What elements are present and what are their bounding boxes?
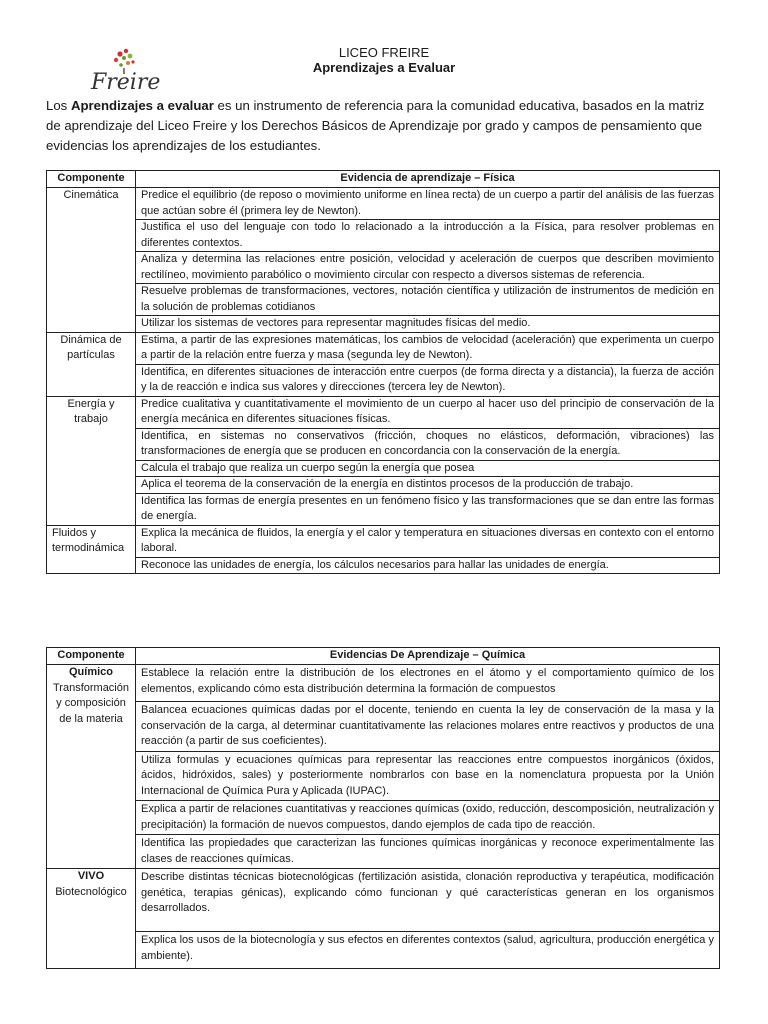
table-header-row [47,648,720,665]
evidence-cell: Calcula el trabajo que realiza un cuerpo según la energía que posea [136,460,720,477]
table-row [47,220,720,252]
component-label: Biotecnológico [55,885,127,898]
evidence-cell: Identifica las propiedades que caracterizan las funciones químicas inorgánicas y reconoce experimentalmente las clases de reacciones químicas. [136,835,720,869]
header-component: Componente [47,648,136,665]
table-row [47,751,720,801]
component-cell: Fluidos y termodinámica [47,525,136,574]
evidence-cell: Balancea ecuaciones químicas dadas por el docente, teniendo en cuenta la ley de conservación de la masa y la conservación de la carga, al determinar cuantitativamente las relaciones molares entre reactivos y productos de una reacción (a partir de sus coeficientes). [136,702,720,752]
table-row [47,477,720,494]
evidence-cell: Identifica, en diferentes situaciones de interacción entre cuerpos (de forma directa y a distancia), la fuerza de acción y la de reacción e indica sus valores y direcciones (tercera ley de Newton). [136,364,720,396]
table-row [47,525,720,557]
table-row [47,364,720,396]
evidence-cell: Explica a partir de relaciones cuantitativas y reacciones químicas (oxido, reducción, descomposición, neutralización y precipitación) la formación de nuevos compuestos, dando ejemplos de cada tipo de reacción. [136,801,720,835]
table-row [47,835,720,869]
evidence-cell: Resuelve problemas de transformaciones, vectores, notación científica y utilización de instrumentos de medición en la solución de problemas cotidianos [136,284,720,316]
evidence-cell: Reconoce las unidades de energía, los cálculos necesarios para hallar las unidades de energía. [136,557,720,574]
document-title: Aprendizajes a Evaluar [312,60,456,75]
evidence-cell: Describe distintas técnicas biotecnológicas (fertilización asistida, clonación reproductiva y terapéutica, modificación genética, terapias génicas), explicando cómo funcionan y qué características generan en los organismos desarrollados. [136,869,720,932]
evidence-cell: Aplica el teorema de la conservación de la energía en distintos procesos de la producción de trabajo. [136,477,720,494]
component-bold-label: VIVO [77,870,105,882]
table-row [47,188,720,220]
table-row [47,284,720,316]
evidence-cell: Explica los usos de la biotecnología y sus efectos en diferentes contextos (salud, agricultura, producción energética y ambiente). [136,932,720,969]
intro-paragraph: Los Aprendizajes a evaluar es un instrumento de referencia para la comunidad educativa, basados en la matriz de aprendizaje del Liceo Freire y los Derechos Básicos de Aprendizaje por grado y campos de pensamiento que evidencias los aprendizajes de los estudiantes. [46,98,705,153]
table-row [47,801,720,835]
table-row [47,428,720,460]
table-row [47,316,720,333]
evidence-cell: Predice cualitativa y cuantitativamente el movimiento de un cuerpo al hacer uso del principio de conservación de la energía mecánica en diferentes situaciones físicas. [136,396,720,428]
evidence-cell: Analiza y determina las relaciones entre posición, velocidad y aceleración de cuerpos que describen movimiento rectilíneo, movimiento parabólico o movimiento circular con respecto a diversos sistemas de referencia. [136,252,720,284]
evidence-cell: Establece la relación entre la distribución de los electrones en el átomo y el comportamiento químico de los elementos, explicando cómo esta distribución determina la formación de compuestos [136,665,720,702]
component-cell: Energía y trabajo [47,396,136,525]
component-cell: Cinemática [47,188,136,333]
evidence-cell: Estima, a partir de las expresiones matemáticas, los cambios de velocidad (aceleración) que experimenta un cuerpo a partir de la relación entre fuerza y masa (segunda ley de Newton). [136,332,720,364]
header-evidence: Evidencias De Aprendizaje – Química [136,648,720,665]
table-row [47,460,720,477]
table-row [47,702,720,752]
table-row [47,252,720,284]
table-row [47,557,720,574]
evidence-cell: Justifica el uso del lenguaje con todo lo relacionado a la introducción a la Física, para resolver problemas en diferentes contextos. [136,220,720,252]
table-row [47,665,720,702]
svg-text:Freire: Freire [91,70,161,94]
component-cell [47,869,136,969]
component-cell: Dinámica de partículas [47,332,136,396]
header-component: Componente [47,171,136,188]
school-name: LICEO FREIRE [338,45,430,60]
header-evidence: Evidencia de aprendizaje – Física [136,171,720,188]
evidence-cell: Identifica, en sistemas no conservativos (fricción, choques no elásticos, deformación, vibraciones) las transformaciones de energía que se producen en concordancia con la conservación de la energía. [136,428,720,460]
table-header-row [47,171,720,188]
component-bold-label: Químico [68,666,113,678]
component-label: Transformación y composición de la materia [52,681,129,725]
component-cell [47,665,136,869]
fisica-table [46,170,720,574]
document-header [0,46,768,76]
table-row [47,932,720,969]
table-row [47,332,720,364]
evidence-cell: Utiliza formulas y ecuaciones químicas para representar las reacciones entre compuestos inorgánicos (óxidos, ácidos, hidróxidos, sales) y posteriormente nombrarlos con base en la nomenclatura propuesta por la Unión Internacional de Química Pura y Aplicada (IUPAC). [136,751,720,801]
evidence-cell: Explica la mecánica de fluidos, la energía y el calor y temperatura en situaciones diversas en contexto con el entorno laboral. [136,525,720,557]
intro-bold-term: Aprendizajes a evaluar [70,98,214,113]
table-row [47,396,720,428]
quimica-table [46,647,720,969]
evidence-cell: Predice el equilibrio (de reposo o movimiento uniforme en línea recta) de un cuerpo a partir del análisis de las fuerzas que actúan sobre él (primera ley de Newton). [136,188,720,220]
table-row [47,493,720,525]
evidence-cell: Utilizar los sistemas de vectores para representar magnitudes físicas del medio. [136,316,720,333]
evidence-cell: Identifica las formas de energía presentes en un fenómeno físico y las transformaciones que se dan entre las formas de energía. [136,493,720,525]
table-row [47,869,720,932]
